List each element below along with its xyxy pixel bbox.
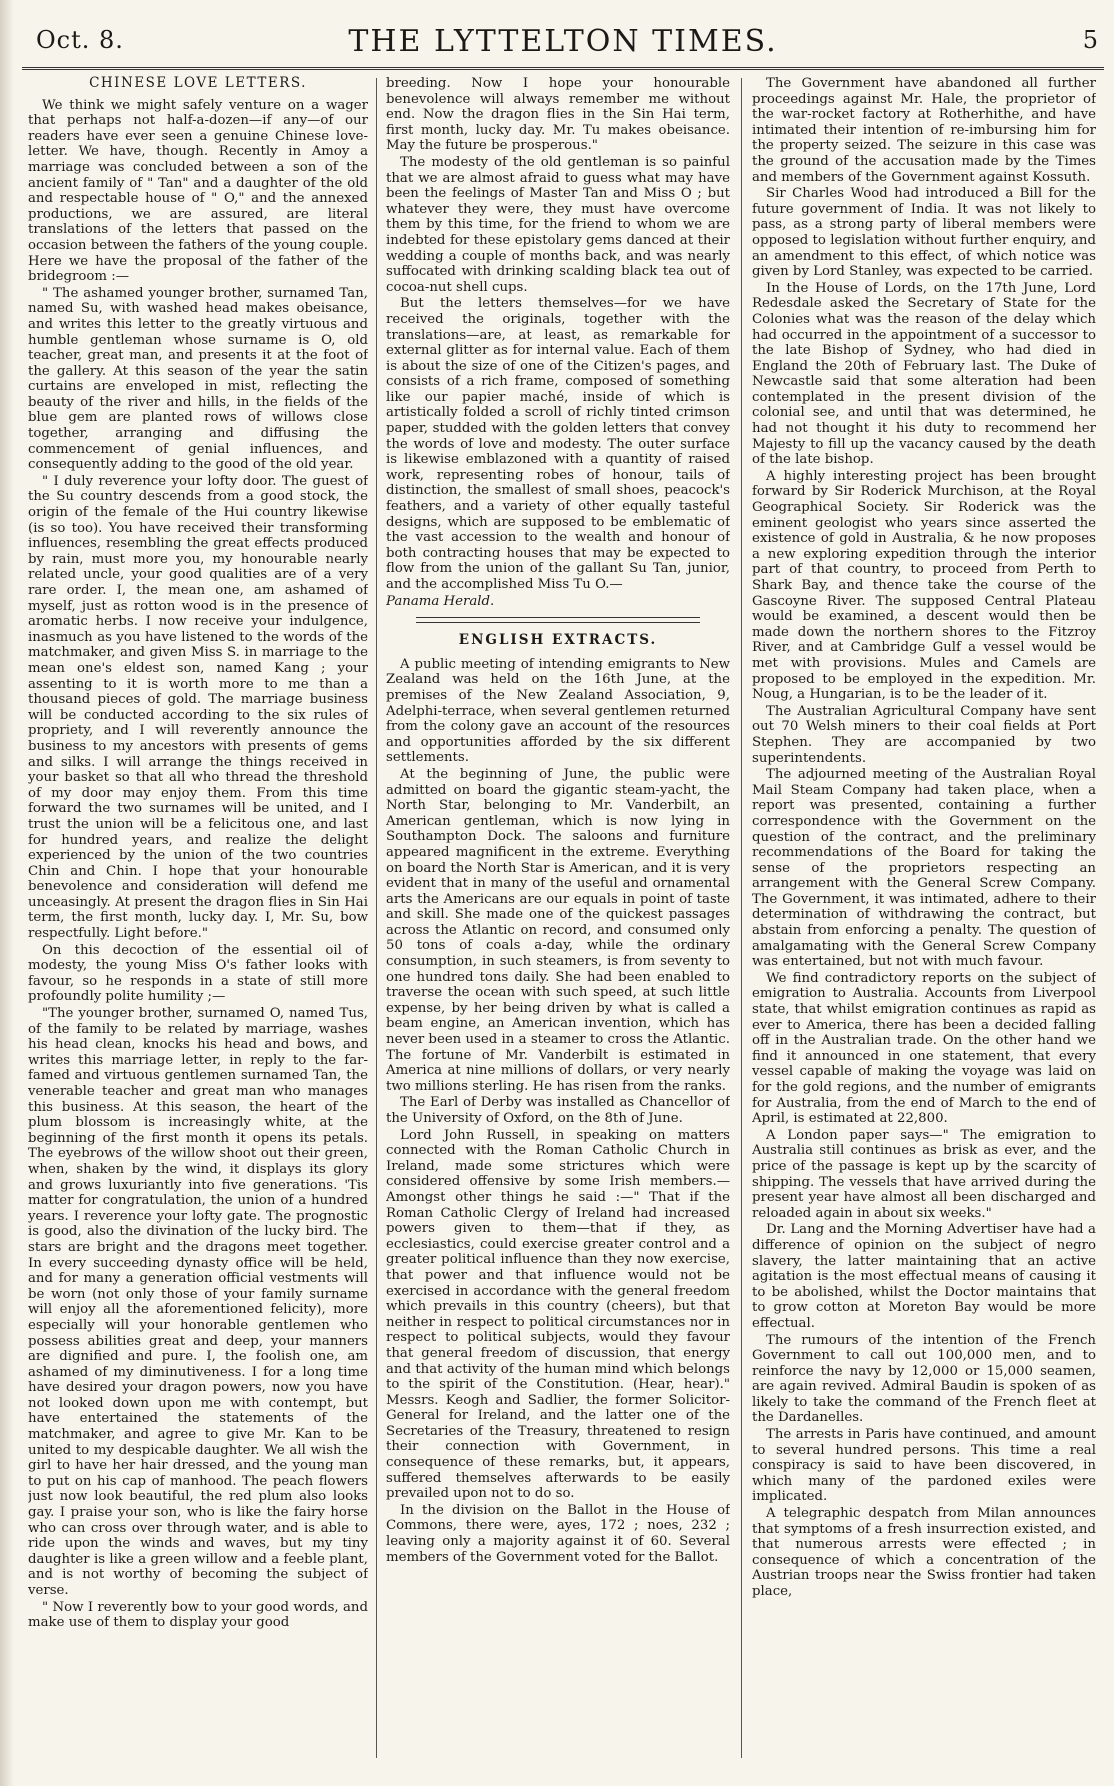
article-paragraph: Lord John Russell, in speaking on matters connected with the Roman Catholic Church in Ireland, made some strictures which were considered offensive by some Irish members.—Amongst other things he said :—" That if the Roman Catholic Clergy of Ireland had increased powers given to them—that if they, as ecclesiastics, could exercise greater control and a greater political influence than they now exercise, that power and that influence would not be exercised in accordance with the general freedom which prevails in this country (cheers), but that neither in respect to political circumstances nor in respect to political subjects, would they favour that general freedom of discussion, that energy and that activity of the human mind which belongs to the spirit of the Constitution. (Hear, hear)." Messrs. Keogh and Sadlier, the former Solicitor-General for Ireland, and the latter one of the Secretaries of the Treasury, threatened to resign their connection with Government, in consequence of these remarks, but, it appears, suffered themselves afterwards to be easily prevailed upon not to do so.	[386, 1127, 730, 1502]
article-paragraph: " I duly reverence your lofty door. The guest of the Su country descends from a good stock, the origin of the female of the Hui country likewise (is so too). You have received their transforming influences, resembling the great effects produced by rain, must more you, my honourable nearly related uncle, your good qualities are of a very rare order. I, the mean one, am ashamed of myself, just as rotton wood is in the presence of aromatic herbs. I now receive your indulgence, inasmuch as you have listened to the words of the matchmaker, and given Miss S. in marriage to the mean one's eldest son, named Kang ; your assenting to it is worth more to me than a thousand pieces of gold. The marriage business will be conducted according to the six rules of propriety, and I will reverently announce the business to my ancestors with presents of gems and silks. I will arrange the things received in your basket so that all who thread the threshold of my door may enjoy them. From this time forward the two surnames will be united, and I trust the union will be a felicitous one, and last for hundred years, and realize the delight experienced by the union of the two countries Chin and Chin. I hope that your honourable benevolence and consideration will defend me unceasingly. At present the dragon flies in Sin Hai term, the first month, lucky day. I, Mr. Su, bow respectfully. Light before."	[28, 473, 368, 942]
article-paragraph: The modesty of the old gentleman is so painful that we are almost afraid to guess what may have been the feelings of Master Tan and Miss O ; but whatever they were, they must have overcome them by this time, for the friend to whom we are indebted for these epistolary gems danced at their wedding a couple of months back, and was nearly suffocated with drinking scalding black tea out of cocoa-nut shell cups.	[386, 154, 730, 295]
article-paragraph: We find contradictory reports on the subject of emigration to Australia. Accounts from Liverpool state, that whilst emigration continues as rapid as ever to America, there has been a decided falling off in the Australian trade. On the other hand we find it announced in one statement, that every vessel capable of making the voyage was laid on for the gold regions, and the number of emigrants for Australia, from the end of March to the end of April, is estimated at 22,800.	[752, 970, 1096, 1127]
issue-date: Oct. 8.	[36, 26, 124, 54]
article-paragraph: " The ashamed younger brother, surnamed Tan, named Su, with washed head makes obeisance, and writes this letter to the greatly virtuous and humble gentleman whose surname is O, old teacher, great man, and presents it at the foot of the gallery. At this season of the year the satin curtains are enveloped in mist, reflecting the beauty of the river and hills, in the fields of the blue gem are planted rows of willows close together, arranging and diffusing the commencement of genial influences, and consequently adding to the good of the old year.	[28, 285, 368, 473]
article-paragraph: "The younger brother, surnamed O, named Tus, of the family to be related by marriage, washes his head clean, knocks his head and bows, and writes this marriage letter, in reply to the far-famed and virtuous gentlemen surnamed Tan, the venerable teacher and great man who manages this business. At this season, the heart of the plum blossom is increasingly white, at the beginning of the first month it opens its petals. The eyebrows of the willow shoot out their green, when, shaken by the wind, it displays its glory and grows luxuriantly into five generations. 'Tis matter for congratulation, the union of a hundred years. I reverence your lofty gate. The prognostic is good, also the divination of the lucky bird. The stars are bright and the dragons meet together. In every succeeding dynasty office will be held, and for many a generation official vestments will be worn (not only those of your family surname will enjoy all the aforementioned felicity), more especially will your honorable gentlemen who possess abilities great and deep, your manners are dignified and pure. I, the foolish one, am ashamed of my diminutiveness. I for a long time have desired your dragon powers, now you have not looked down upon me with contempt, but have entertained the statements of the matchmaker, and agree to give Mr. Kan to be united to my despicable daughter. We all wish the girl to have her hair dressed, and the young man to put on his cap of manhood. The peach flowers just now look beautiful, the red plum also looks gay. I praise your son, who is like the fairy horse who can cross over through water, and is able to ride upon the winds and waves, but my tiny daughter is like a green willow and a feeble plant, and is not worthy of becoming the subject of verse.	[28, 1006, 368, 1598]
article-paragraph: " Now I reverently bow to your good words, and make use of them to display your good	[28, 1599, 368, 1631]
article-paragraph: At the beginning of June, the public were admitted on board the gigantic steam-yacht, the North Star, belonging to Mr. Vanderbilt, an American gentleman, which is now lying in Southampton Dock. The saloons and furniture appeared magnificent in the extreme. Everything on board the North Star is American, and it is very evident that in many of the useful and ornamental arts the Americans are our equals in point of taste and skill. She made one of the quickest passages across the Atlantic on record, and consumed only 50 tons of coals a-day, while the ordinary consumption, in such steamers, is from seventy to one hundred tons daily. She had been enabled to traverse the ocean with such speed, at such little expense, by her being driven by what is called a beam engine, an American invention, which has never been used in a steamer to cross the Atlantic. The fortune of Mr. Vanderbilt is estimated in America at nine millions of dollars, or very nearly two millions sterling. He has risen from the ranks.	[386, 766, 730, 1094]
article-paragraph: breeding. Now I hope your honourable benevolence will always remember me without end. Now the dragon flies in the Sin Hai term, first month, lucky day. Mr. Tu makes obeisance. May the future be prosperous."	[386, 76, 730, 154]
article-paragraph: But the letters themselves—for we have received the originals, together with the translations—are, at least, as remarkable for external glitter as for internal value. Each of them is about the size of one of the Citizen's pages, and consists of a rich frame, composed of something like our papier maché, inside of which is artistically folded a scroll of richly tinted crimson paper, studded with the golden letters that convey the words of love and modesty. The outer surface is likewise emblazoned with a quantity of raised work, representing robes of honour, tails of distinction, the smallest of small shoes, peacock's feathers, and a variety of other equally tasteful designs, which are supposed to be emblematic of the vast accession to the wealth and honour of both contracting houses that may be expected to flow from the union of the gallant Su Tan, junior, and the accomplished Miss Tu O.—	[386, 296, 730, 592]
section-heading: ENGLISH EXTRACTS.	[458, 632, 658, 649]
article-paragraph: A telegraphic despatch from Milan announces that symptoms of a fresh insurrection existed, and that numerous arrests were effected ; in consequence of which a concentration of the Austrian troops near the Swiss frontier had taken place,	[752, 1506, 1096, 1599]
article-paragraph: The rumours of the intention of the French Government to call out 100,000 men, and to reinforce the navy by 12,000 or 15,000 seamen, are again revived. Admiral Baudin is spoken of as likely to take the command of the French fleet at the Dardanelles.	[752, 1332, 1096, 1426]
article-paragraph: We think we might safely venture on a wager that perhaps not half-a-dozen—if any—of our readers have ever seen a genuine Chinese love-letter. We have, though. Recently in Amoy a marriage was concluded between a son of the ancient family of " Tan" and a daughter of the old and respectable house of " O," and the annexed productions, we are assured, are literal translations of the letters that passed on the occasion between the fathers of the young couple. Here we have the proposal of the father of the bridegroom :—	[28, 97, 368, 285]
article-paragraph: Dr. Lang and the Morning Advertiser have had a difference of opinion on the subject of negro slavery, the latter maintaining that an active agitation is the most effectual means of causing it to be abolished, whilst the Doctor maintains that to grow cotton at Moreton Bay would be more effectual.	[752, 1222, 1096, 1331]
article-paragraph: A public meeting of intending emigrants to New Zealand was held on the 16th June, at the premises of the New Zealand Association, 9, Adelphi-terrace, when several gentlemen returned from the colony gave an account of the resources and opportunities afforded by the six different settlements.	[386, 656, 730, 766]
article-paragraph: In the division on the Ballot in the House of Commons, there were, ayes, 172 ; noes, 232 ; leaving only a majority against it of 60. Several members of the Government voted for the Ballot.	[386, 1502, 730, 1565]
page-number: 5	[1082, 26, 1098, 54]
article-paragraph: The adjourned meeting of the Australian Royal Mail Steam Company had taken place, when a report was presented, containing a further correspondence with the Government on the question of the contract, and the preliminary recommendations of the Board for taking the sense of the proprietors respecting an arrangement with the General Screw Company. The Government, it was intimated, adhere to their determination of withdrawing the contract, but abstain from enforcing a penalty. The question of amalgamating with the General Screw Company was entertained, but not with much favour.	[752, 767, 1096, 970]
column-rule	[741, 78, 742, 1758]
article-paragraph: The Earl of Derby was installed as Chancellor of the University of Oxford, on the 8th of June.	[386, 1095, 730, 1126]
newspaper-title: THE LYTTELTON TIMES.	[348, 24, 778, 59]
column-1	[28, 76, 368, 1766]
column-2	[386, 76, 730, 1766]
column-3	[752, 76, 1096, 1766]
section-divider	[416, 617, 700, 623]
article-heading: CHINESE LOVE LETTERS.	[89, 76, 307, 91]
article-paragraph: The Australian Agricultural Company have sent out 70 Welsh miners to their coal fields at Port Stephen. They are accompanied by two superintendents.	[752, 703, 1096, 766]
column-rule	[376, 78, 377, 1758]
article-paragraph: A London paper says—" The emigration to Australia still continues as brisk as ever, and the price of the passage is kept up by the scarcity of shipping. The vessels that have arrived during the present year have almost all been discharged and reloaded again in about six weeks."	[752, 1127, 1096, 1221]
article-paragraph: Sir Charles Wood had introduced a Bill for the future government of India. It was not likely to pass, as a strong party of liberal members were opposed to legislation without further enquiry, and an amendment to this effect, of which notice was given by Lord Stanley, was expected to be carried.	[752, 186, 1096, 280]
article-paragraph: In the House of Lords, on the 17th June, Lord Redesdale asked the Secretary of State for the Colonies what was the reason of the delay which had occurred in the appointment of a successor to the late Bishop of Sydney, who had died in England the 20th of February last. The Duke of Newcastle said that some alteration had been contemplated in the present division of the colonial see, and until that was determined, he had not thought it his duty to recommend her Majesty to fill up the vacancy caused by the death of the late bishop.	[752, 280, 1096, 468]
article-paragraph: A highly interesting project has been brought forward by Sir Roderick Murchison, at the Royal Geographical Society. Sir Roderick was the eminent geologist who years since asserted the existence of gold in Australia, & he now proposes a new exploring expedition through the interior part of that country, to proceed from Perth to Shark Bay, and thence take the course of the Gascoyne River. The supposed Central Plateau would be examined, a descent would then be made down the northern shores to the Fitzroy River, and at Cambridge Gulf a vessel would be met with provisions. Mules and Camels are proposed to be employed in the expedition. Mr. Noug, a Hungarian, is to be the leader of it.	[752, 468, 1096, 703]
source-byline: Panama Herald.	[386, 593, 495, 609]
masthead	[22, 18, 1104, 70]
article-paragraph: The arrests in Paris have continued, and amount to several hundred persons. This time a real conspiracy is said to have been discovered, in which many of the pardoned exiles were implicated.	[752, 1427, 1096, 1505]
article-paragraph: The Government have abandoned all further proceedings against Mr. Hale, the proprietor of the war-rocket factory at Rotherhithe, and have intimated their intention of re-imbursing him for the property seized. The seizure in this case was the ground of the accusation made by the Times and members of the Government against Kossuth.	[752, 76, 1096, 185]
article-paragraph: On this decoction of the essential oil of modesty, the young Miss O's father looks with favour, so he responds in a state of still more profoundly polite humility ;—	[28, 942, 368, 1005]
page-edge	[0, 0, 14, 1786]
